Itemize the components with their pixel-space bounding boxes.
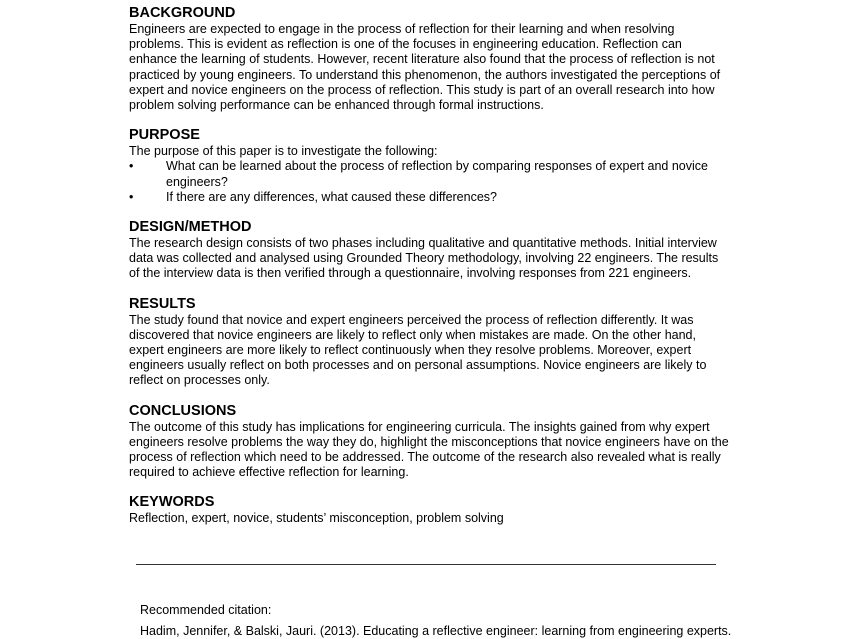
keywords-heading: KEYWORDS [129, 494, 215, 511]
keywords-section [129, 494, 729, 526]
list-item [129, 190, 729, 205]
conclusions-heading: CONCLUSIONS [129, 402, 237, 419]
background-heading: BACKGROUND [129, 5, 236, 21]
design-section [129, 219, 729, 282]
background-text: Engineers are expected to engage in the process of reflection for their learning and when resolving problems. This is evident as reflection is one of the focuses in engineering education. Reflection can enhance the learning of students. However, recent literature also found that the process of reflection is not practiced by young engineers. To understand this phenomenon, the authors investigated the perceptions of expert and novice engineers on the process of reflection. This study is part of an overall research into how problem solving performance can be enhanced through formal instructions. [129, 22, 721, 113]
citation-text: Hadim, Jennifer, & Balski, Jauri. (2013). Educating a reflective engineer: learning from engineering experts. [140, 624, 732, 638]
bullet-icon: • [129, 189, 134, 204]
design-text: The research design consists of two phases including qualitative and quantitative methods. Initial interview data was collected and analysed using Grounded Theory methodology, involving 22 engineers. The results of the interview data is then verified through a questionnaire, involving responses from 221 engineers. [129, 236, 719, 281]
purpose-intro: The purpose of this paper is to investigate the following: [129, 144, 438, 159]
abstract [129, 5, 729, 541]
results-section [129, 296, 729, 389]
purpose-section [129, 127, 729, 205]
footnote-divider [136, 564, 716, 565]
list-item [129, 159, 729, 189]
list-item-text: If there are any differences, what caused these differences? [166, 189, 497, 204]
results-heading: RESULTS [129, 295, 196, 312]
keywords-text: Reflection, expert, novice, students’ misconception, problem solving [129, 511, 504, 526]
conclusions-text: The outcome of this study has implications for engineering curricula. The insights gained from why expert engineers resolve problems the way they do, highlight the misconceptions that novice engineers have on the process of reflection which need to be addressed. The outcome of the research also revealed what is really required to achieve effective reflection for learning. [129, 419, 729, 480]
citation-label: Recommended citation: [140, 603, 272, 617]
list-item-text: What can be learned about the process of reflection by comparing responses of expert and novice engineers? [166, 159, 708, 189]
background-section [129, 5, 729, 113]
purpose-heading: PURPOSE [129, 127, 200, 144]
bullet-icon: • [129, 159, 134, 174]
results-text: The study found that novice and expert engineers perceived the process of reflection differently. It was discovered that novice engineers are likely to reflect only when mistakes are made. On the other hand, expert engineers are more likely to reflect continuously when they resolve problems. Moreover, expert engineers usually reflect on both processes and on personal assumptions. Novice engineers are likely to reflect on processes only. [129, 312, 707, 388]
purpose-list [129, 159, 729, 205]
conclusions-section [129, 403, 729, 481]
design-heading: DESIGN/METHOD [129, 219, 252, 236]
